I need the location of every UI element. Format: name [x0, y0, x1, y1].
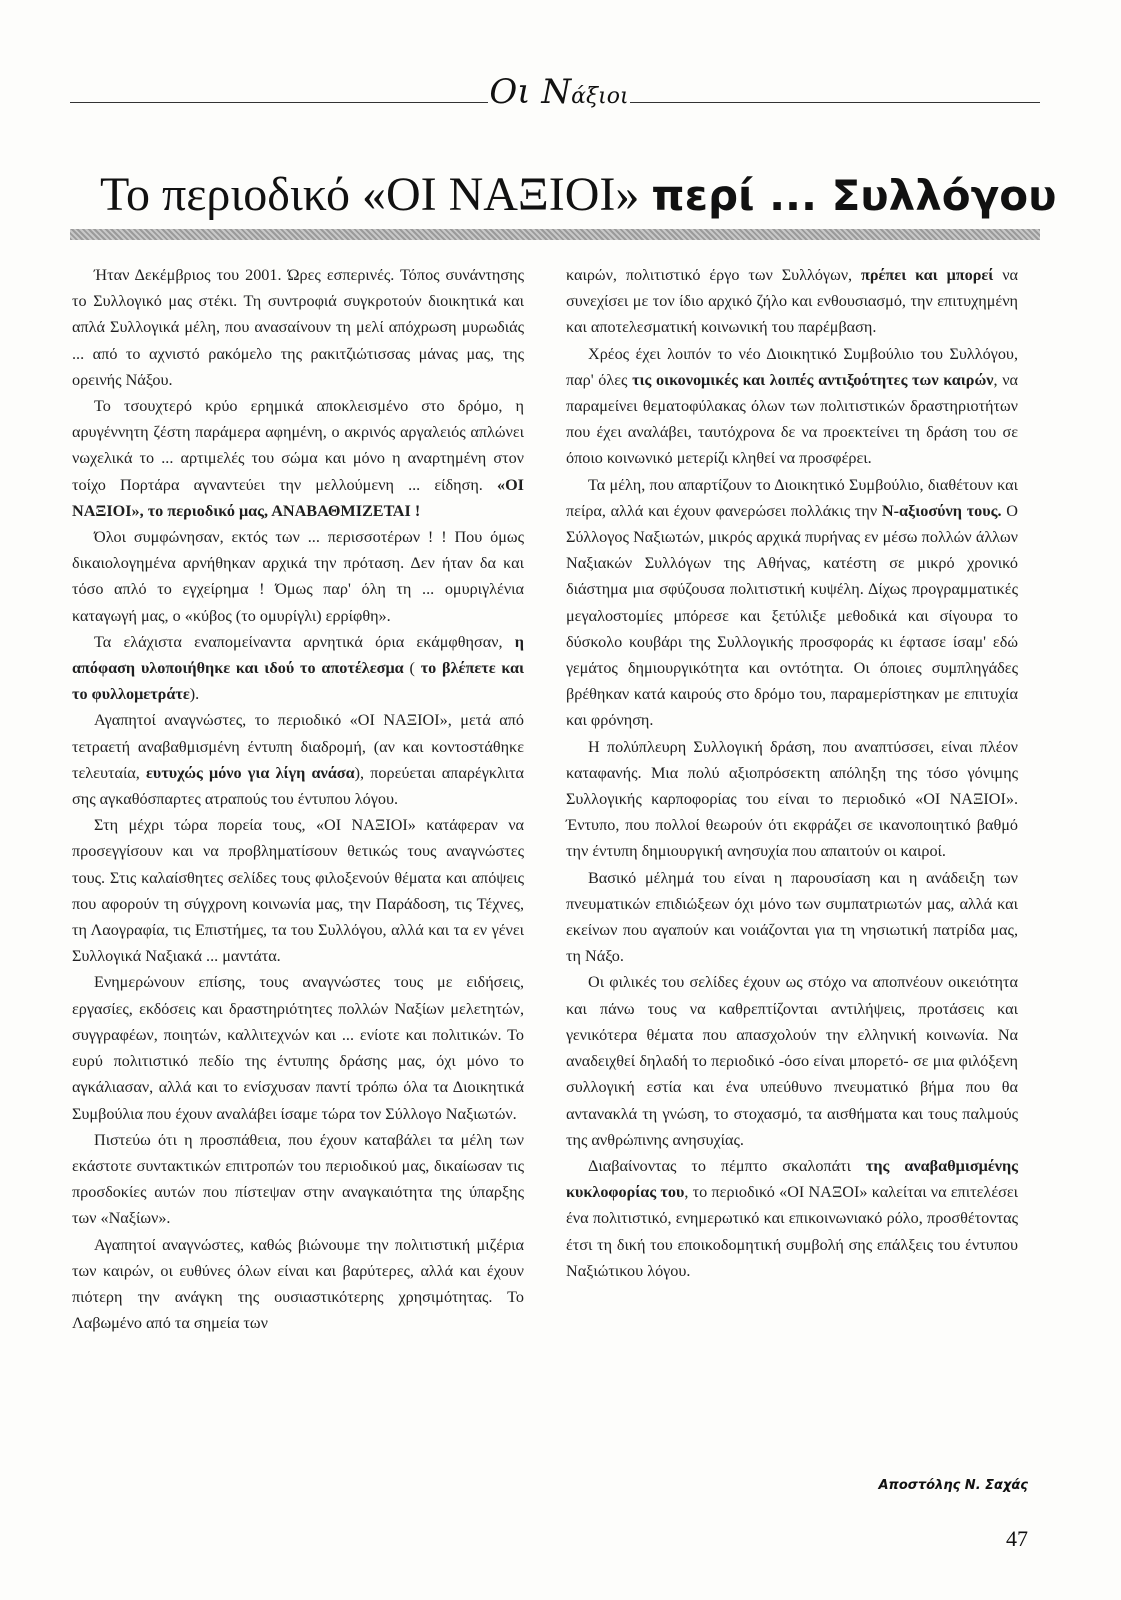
text-run: Βασικό μέλημά του είναι η παρουσίαση και η ανάδειξη των πνευματικών επιδιώξεων όχι μόνο των συμπατριωτών μας, αλλά και εκείνων που αγαπούν και νοιάζονται για τη νησιωτική πατρίδα μας, τη Νάξο.: [566, 868, 1018, 966]
right-column: [566, 262, 1018, 1284]
logo-main: Οι Ν: [489, 72, 572, 112]
text-run: Η πολύπλευρη Συλλογική δράση, που αναπτύσσει, είναι πλέον καταφανής. Μια πολύ αξιοπρόσεκτη απόληξη της τόσο γόνιμης Συλλογικής καρποφορίας του είναι το περιοδικό «ΟΙ ΝΑΞΙΟΙ». Έντυπο, που πολλοί θεωρούν ότι εκφράζει σε ικανοποιητικό βαθμό την έντυπη δημιουργική ανησυχία που απαιτούν οι καιροί.: [566, 737, 1018, 861]
title-underline-bar: [70, 229, 1040, 240]
text-run: της αναβαθμισμένης κυκλοφορίας του: [566, 1156, 1018, 1202]
text-run: Όλοι συμφώνησαν, εκτός των ... περισσοτέρων ! ! Που όμως δικαιολογημένα αρνήθηκαν αρχικά την πρόταση. Δεν ήταν δα και τόσο απλό το εγχείρημα ! Όμως παρ' όλη τη ... ομυριγλένια καταγωγή μας, ο «κύβος (το ομυρίγλι) ερρίφθη».: [72, 528, 524, 625]
text-run: Ν-αξιοσύνη τους.: [881, 501, 1002, 520]
text-run: το βλέπετε και το φυλλομετράτε: [72, 659, 524, 704]
text-run: καιρών, πολιτιστικό έργο των Συλλόγων,: [566, 266, 861, 284]
author-signature: Αποστόλης Ν. Σαχάς: [878, 1478, 1028, 1493]
text-run: ).: [189, 685, 200, 704]
header-rule-right: [630, 102, 1040, 103]
title-part1: Το περιοδικό «ΟΙ ΝΑΞΙΟΙ»: [100, 168, 652, 221]
paragraph: [566, 865, 1018, 970]
text-run: τις οικονομικές και λοιπές αντιξοότητες των καιρών: [632, 370, 994, 389]
text-run: να συνεχίσει με τον ίδιο αρχικό ζήλο και ενθουσιασμό, την επιτυχημένη και αποτελεσματική κοινωνική του παρέμβαση.: [566, 266, 1018, 337]
text-run: Οι φιλικές του σελίδες έχουν ως στόχο να αποπνέουν οικειότητα και πάνω τους να καθρεπτίζονται αντιλήψεις, προτάσεις και γενικότερα θέματα που απασχολούν την ελληνική κοινωνία. Να αναδειχθεί δηλαδή το περιοδικό -όσο είναι μπορετό- σε μια φιλόξενη συλλογική εστία και ένα υπεύθυνο πνευματικό βήμα που θα αντανακλά τη γνώση, το στοχασμό, τα αισθήματα και τους παλμούς της ανθρώπινης ανησυχίας.: [566, 973, 1018, 1149]
text-run: Τα ελάχιστα εναπομείναντα αρνητικά όρια εκάμφθησαν,: [94, 632, 515, 651]
logo-rest: άξιοι: [571, 84, 629, 109]
text-run: Αγαπητοί αναγνώστες, το περιοδικό «ΟΙ ΝΑΞΙΟΙ», μετά από τετραετή αναβαθμισμένη έντυπη διαδρομή, (αν και κοντοστάθηκε τελευταία,: [72, 711, 524, 782]
text-run: Στη μέχρι τώρα πορεία τους, «ΟΙ ΝΑΞΙΟΙ» κατάφεραν να προσεγγίσουν και να προβληματίσουν θετικώς τους αναγνώστες τους. Στις καλαίσθητες σελίδες τους φιλοξενούν θέματα και απόψεις που αφορούν τη σύγχρονη κοινωνία μας, την Παράδοση, τις Τέχνες, τη Λαογραφία, τις Επιστήμες, τα του Συλλόγου, αλλά και τα εν γένει Συλλογικά Ναξιακά ... μαντάτα.: [72, 816, 524, 966]
article-title: [100, 165, 1057, 226]
left-column: [72, 262, 524, 1336]
text-run: Διαβαίνοντας το πέμπτο σκαλοπάτι: [588, 1156, 866, 1175]
text-run: ευτυχώς μόνο για λίγη ανάσα: [146, 763, 355, 782]
paragraph: [72, 629, 524, 708]
paragraph: [566, 472, 1018, 734]
paragraph: [72, 812, 524, 969]
text-run: «ΟΙ ΝΑΞΙΟΙ», το περιοδικό μας, ΑΝΑΒΑΘΜΙΖΕΤΑΙ !: [72, 475, 524, 520]
running-header: [70, 72, 1040, 122]
text-run: Χρέος έχει λοιπόν το νέο Διοικητικό Συμβούλιο του Συλλόγου, παρ' όλες: [566, 344, 1018, 389]
text-run: Ήταν Δεκέμβριος του 2001. Ώρες εσπερινές. Τόπος συνάντησης το Συλλογικό μας στέκι. Τη συντροφιά συγκροτούν διοικητικά και απλά Συλλογικά μέλη, που ανασαίνουν τη μελί απόχρωση μυρωδιάς ... από το αχνιστό ρακόμελο της ρακιτζιώτισσας μάνας μας, της ορεινής Νάξου.: [72, 266, 524, 389]
title-part2: περί ... Συλλόγου: [651, 171, 1057, 220]
text-run: (: [403, 659, 421, 678]
paragraph: [566, 969, 1018, 1152]
paragraph: [72, 524, 524, 629]
text-run: Ο Σύλλογος Ναξιωτών, μικρός αρχικά πυρήνας εν μέσω πολλών άλλων Ναξιακών Συλλόγων της Αθήνας, κατέστη σε μικρό χρονικό διάστημα μια σφύζουσα πολιτιστική κυψέλη. Δίχως προγραμματικές μεγαλοστομίες μπόρεσε και ξετύλιξε μεθοδικά και σίγουρα το δύσκολο κουβάρι της Συλλογικής προσφοράς κι έφτασε ίσαμ' εδώ γεμάτος δημιουργικότητα και οντότητα. Οι όποιες συμπληγάδες βρέθηκαν κατά καιρούς στο δρόμο του, παραμερίστηκαν με επιτυχία και φρόνηση.: [566, 501, 1018, 730]
paragraph: [566, 262, 1018, 341]
text-run: Αγαπητοί αναγνώστες, καθώς βιώνουμε την πολιτιστική μιζέρια των καιρών, οι ευθύνες όλων είναι και βαρύτερες, αλλά και έχουν πιότερη την ανάγκη της ουσιαστικότερης χρησιμότητας. Το Λαβωμένο από τα σημεία των: [72, 1235, 524, 1333]
text-run: Τα μέλη, που απαρτίζουν το Διοικητικό Συμβούλιο, διαθέτουν και πείρα, αλλά και έχουν φανερώσει πολλάκις την: [566, 475, 1018, 520]
text-run: , το περιοδικό «ΟΙ ΝΑΞΟΙ» καλείται να επιτελέσει ένα πολιτιστικό, ενημερωτικό και επικοινωνιακό ρόλο, προσθέτοντας έτσι τη δική του εποικοδομητική συμβολή σης επάλξεις του έντυπου Ναξιώτικου λόγου.: [566, 1183, 1018, 1280]
text-run: Το τσουχτερό κρύο ερημικά αποκλεισμένο στο δρόμο, η αρυγέννητη ζέστη παράμερα αφημένη, ο ακρινός αργαλειός απλώνει νωχελικά το ... αρτιμελές του σώμα και μόνο η αναρτημένη στον τοίχο Πορτάρα αγναντεύει την μελλούμενη ... είδηση.: [72, 397, 524, 494]
text-run: πρέπει και μπορεί: [860, 266, 994, 284]
paragraph: [72, 969, 524, 1126]
paragraph: [72, 393, 524, 524]
paragraph: [566, 734, 1018, 865]
paragraph: [72, 707, 524, 812]
text-run: Ενημερώνουν επίσης, τους αναγνώστες τους με ειδήσεις, εργασίες, εκδόσεις και δραστηριότητες πολλών Ναξίων μελετητών, συγγραφέων, ποιητών, καλλιτεχνών και ... ενίοτε και πολιτικών. Το ευρύ πολιτιστικό πεδίο της έντυπης δράσης μας, όχι μόνο το αγκάλιασαν, αλλά και το ενίσχυσαν παντί τρόπω όλα τα Διοικητικά Συμβούλια που έχουν αναλάβει ίσαμε τώρα τον Σύλλογο Ναξιωτών.: [72, 973, 524, 1123]
paragraph: [72, 1232, 524, 1337]
paragraph: [72, 1127, 524, 1232]
text-run: ), πορεύεται απαρέγκλιτα σης αγκαθόσπαρτες ατραπούς του έντυπου λόγου.: [72, 763, 525, 809]
text-run: , να παραμείνει θεματοφύλακας όλων των πολιτιστικών δραστηριοτήτων που έχει αναλάβει, ταυτόχρονα δε να προεκτείνει τη δράση του σε όποιο κοινωνικό μετερίζι κληθεί να προσφέρει.: [566, 370, 1018, 468]
paragraph: [72, 262, 524, 393]
text-run: Πιστεύω ότι η προσπάθεια, που έχουν καταβάλει τα μέλη των εκάστοτε συντακτικών επιτροπών του περιοδικού μας, δικαίωσαν τις προσδοκίες αυτών που πίστεψαν στην αναγκαιότητα της ύπαρξης των «Ναξίων».: [72, 1130, 524, 1228]
magazine-logo: [488, 72, 630, 117]
text-run: η απόφαση υλοποιήθηκε και ιδού το αποτέλεσμα: [72, 632, 524, 678]
header-rule-left: [70, 102, 488, 103]
paragraph: [566, 341, 1018, 472]
paragraph: [566, 1153, 1018, 1284]
page-number: 47: [1006, 1526, 1028, 1551]
